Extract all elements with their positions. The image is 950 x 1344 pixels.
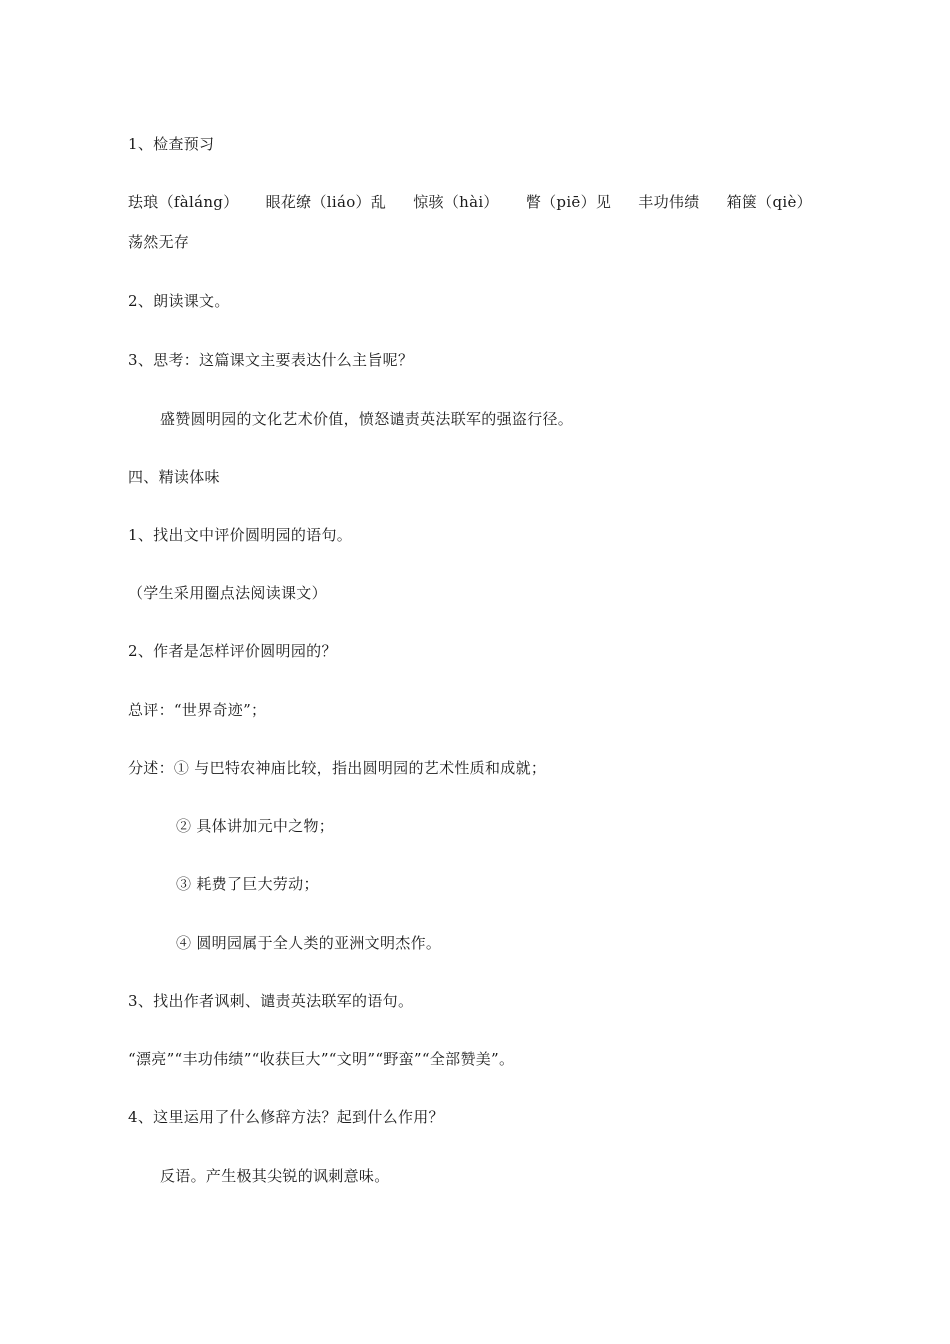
vocab-item-3: 惊骇（hài） <box>413 193 499 211</box>
think-answer: 盛赞圆明园的文化艺术价值，愤怒谴责英法联军的强盗行径。 <box>160 410 574 428</box>
question-1-note: （学生采用圈点法阅读课文） <box>128 584 327 602</box>
detail-point-1: 分述：① 与巴特农神庙比较，指出圆明园的艺术性质和成就； <box>128 759 547 777</box>
vocab-item-1: 珐琅（fàláng） <box>128 193 239 211</box>
question-4: 4、这里运用了什么修辞方法？起到什么作用？ <box>128 1108 444 1126</box>
read-aloud-item: 2、朗读课文。 <box>128 292 230 310</box>
vocab-continued: 荡然无存 <box>128 233 190 251</box>
vocab-item-2: 眼花缭（liáo）乱 <box>265 193 387 211</box>
detail-point-2: ② 具体讲加元中之物； <box>176 817 335 835</box>
question-1: 1、找出文中评价圆明园的语句。 <box>128 526 353 544</box>
question-2: 2、作者是怎样评价圆明园的？ <box>128 642 337 660</box>
question-4-answer: 反语。产生极其尖锐的讽刺意味。 <box>160 1167 390 1185</box>
vocab-item-4: 瞥（piē）见 <box>525 193 612 211</box>
detail-point-4: ④ 圆明园属于全人类的亚洲文明杰作。 <box>176 934 442 952</box>
question-3-answer: “漂亮”“丰功伟绩”“收获巨大”“文明”“野蛮”“全部赞美”。 <box>128 1050 515 1068</box>
think-question: 3、思考：这篇课文主要表达什么主旨呢？ <box>128 351 414 369</box>
detail-point-3: ③ 耗费了巨大劳动； <box>176 875 319 893</box>
question-3: 3、找出作者讽刺、谴责英法联军的语句。 <box>128 992 414 1010</box>
heading-close-reading: 四、精读体味 <box>128 468 220 486</box>
vocab-item-5: 丰功伟绩 <box>638 193 700 211</box>
heading-check-preview: 1、检查预习 <box>128 135 215 153</box>
summary-evaluation: 总评：“世界奇迹”； <box>128 701 267 719</box>
vocab-item-6: 箱箧（qiè） <box>726 193 812 211</box>
vocab-list <box>128 192 812 212</box>
